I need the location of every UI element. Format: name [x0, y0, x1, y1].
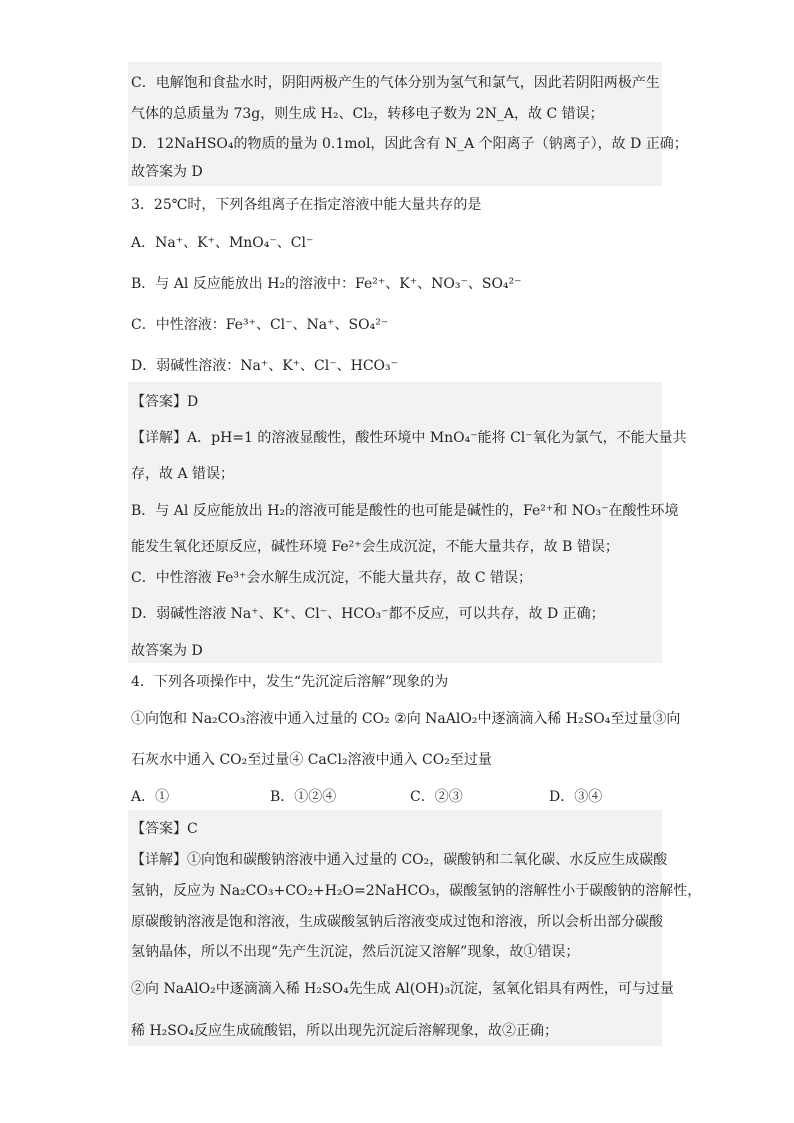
q4-option-c: C．②③ [410, 789, 463, 805]
q4-detail-4: 氢钠晶体，所以不出现“先产生沉淀，然后沉淀又溶解”现象，故①错误； [131, 944, 580, 960]
q3-detail-1: 【详解】A．pH=1 的溶液显酸性，酸性环境中 MnO₄⁻能将 Cl⁻氧化为氯气，不能大量共 [131, 430, 687, 446]
analysis-conclusion: 故答案为 D [131, 164, 203, 180]
q3-option-d: D．弱碱性溶液：Na⁺、K⁺、Cl⁻、HCO₃⁻ [131, 358, 399, 374]
q3-detail-3: B．与 Al 反应能放出 H₂的溶液可能是酸性的也可能是碱性的，Fe²⁺和 NO₃⁻在酸性环境 [131, 503, 679, 519]
q4-stem: 4．下列各项操作中，发生“先沉淀后溶解”现象的为 [131, 674, 449, 690]
q4-option-a: A．① [131, 789, 170, 805]
q4-items-1: ①向饱和 Na₂CO₃溶液中通入过量的 CO₂ ②向 NaAlO₂中逐滴滴入稀 H₂SO₄至过量③向 [131, 711, 681, 727]
analysis-line-c1: C．电解饱和食盐水时，阴阳两极产生的气体分别为氢气和氯气，因此若阴阳两极产生 [131, 75, 660, 91]
q3-stem: 3．25℃时，下列各组离子在指定溶液中能大量共存的是 [131, 197, 482, 213]
q3-answer: 【答案】D [131, 394, 199, 410]
q4-detail-1: 【详解】①向饱和碳酸钠溶液中通入过量的 CO₂，碳酸钠和二氧化碳、水反应生成碳酸 [131, 852, 668, 868]
q4-option-b: B．①②④ [270, 789, 337, 805]
q3-detail-4: 能发生氧化还原反应，碱性环境 Fe²⁺会生成沉淀，不能大量共存，故 B 错误； [131, 539, 619, 555]
analysis-line-d: D．12NaHSO₄的物质的量为 0.1mol，因此含有 N_A 个阳离子（钠离子），故 D 正确； [131, 136, 688, 152]
q3-option-b: B．与 Al 反应能放出 H₂的溶液中：Fe²⁺、K⁺、NO₃⁻、SO₄²⁻ [131, 276, 522, 292]
q4-option-d: D．③④ [549, 789, 603, 805]
q3-detail-2: 存，故 A 错误； [131, 466, 235, 482]
q3-option-a: A．Na⁺、K⁺、MnO₄⁻、Cl⁻ [131, 235, 314, 251]
q3-detail-7: 故答案为 D [131, 643, 203, 659]
q3-detail-5: C．中性溶液 Fe³⁺会水解生成沉淀，不能大量共存，故 C 错误； [131, 570, 533, 586]
q4-detail-2: 氢钠，反应为 Na₂CO₃+CO₂+H₂O=2NaHCO₃，碳酸氢钠的溶解性小于碳酸钠的溶解性， [131, 883, 702, 899]
q4-items-2: 石灰水中通入 CO₂至过量④ CaCl₂溶液中通入 CO₂至过量 [131, 752, 492, 768]
q4-detail-3: 原碳酸钠溶液是饱和溶液，生成碳酸氢钠后溶液变成过饱和溶液，所以会析出部分碳酸 [131, 914, 663, 930]
q4-detail-6: 稀 H₂SO₄反应生成硫酸铝，所以出现先沉淀后溶解现象，故②正确； [131, 1023, 558, 1039]
analysis-line-c2: 气体的总质量为 73g，则生成 H₂、Cl₂，转移电子数为 2N_A，故 C 错误； [131, 106, 604, 122]
q4-answer: 【答案】C [131, 821, 198, 837]
q3-option-c: C．中性溶液：Fe³⁺、Cl⁻、Na⁺、SO₄²⁻ [131, 317, 389, 333]
q3-detail-6: D．弱碱性溶液 Na⁺、K⁺、Cl⁻、HCO₃⁻都不反应，可以共存，故 D 正确； [131, 606, 605, 622]
q4-detail-5: ②向 NaAlO₂中逐滴滴入稀 H₂SO₄先生成 Al(OH)₃沉淀，氢氧化铝具有两性，可与过量 [131, 981, 674, 997]
